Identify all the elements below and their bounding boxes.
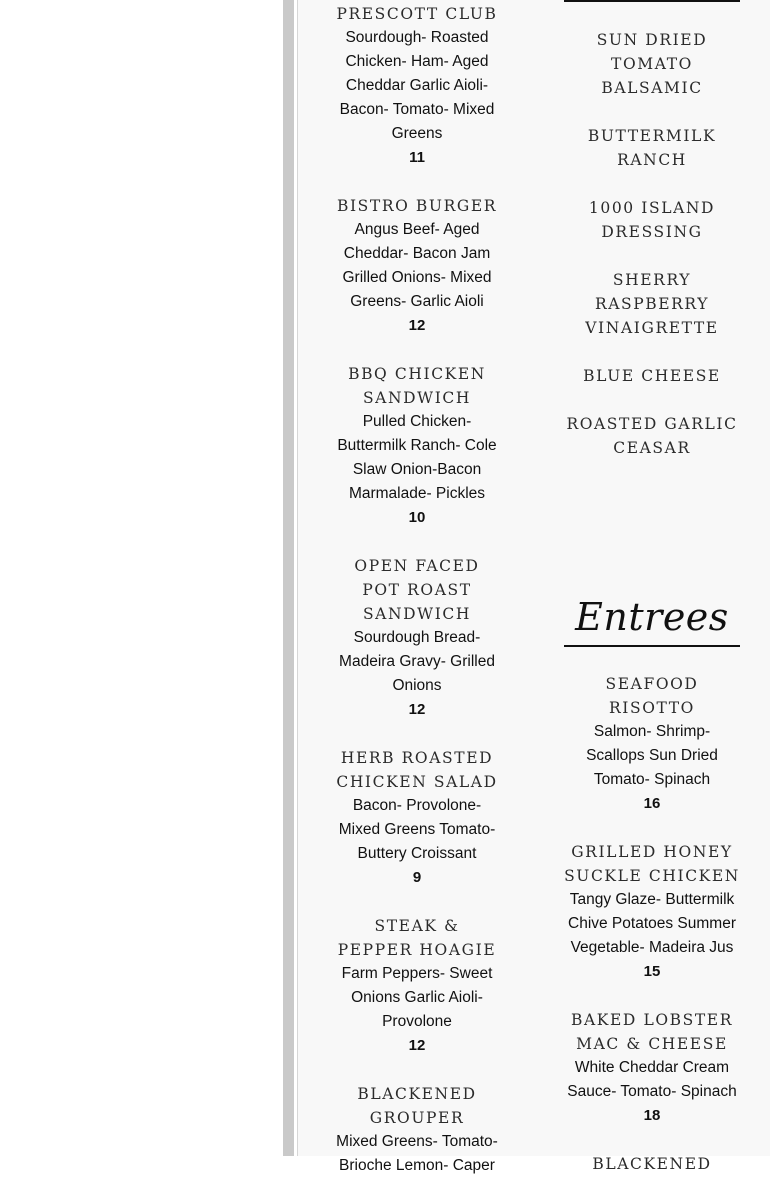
dressing-item: SHERRY RASPBERRY VINAIGRETTE bbox=[585, 271, 719, 337]
item-description: Pulled Chicken- Buttermilk Ranch- Cole Slaw Onion-Bacon Marmalade- Pickles bbox=[337, 413, 497, 502]
menu-item bbox=[564, 840, 740, 984]
item-description: Salmon- Shrimp- Scallops Sun Dried Tomato- Spinach bbox=[586, 723, 718, 788]
item-description: Mixed Greens- Tomato- Brioche Lemon- Caper bbox=[336, 1133, 498, 1174]
menu-item bbox=[334, 194, 500, 338]
menu-item bbox=[564, 672, 740, 816]
menu-item bbox=[334, 914, 500, 1058]
item-price: 15 bbox=[643, 963, 661, 980]
item-price: 18 bbox=[643, 1107, 661, 1124]
item-price: 16 bbox=[643, 795, 661, 812]
entrees-list bbox=[564, 672, 740, 1200]
item-name: BAKED LOBSTER MAC & CHEESE bbox=[571, 1011, 733, 1053]
dressing-item: BLUE CHEESE bbox=[583, 367, 721, 385]
item-name: HERB ROASTED CHICKEN SALAD bbox=[336, 749, 498, 791]
menu-item bbox=[334, 1082, 500, 1178]
item-description: White Cheddar Cream Sauce- Tomato- Spinach bbox=[567, 1059, 737, 1100]
item-price: 9 bbox=[412, 869, 422, 886]
item-price: 11 bbox=[409, 149, 425, 166]
item-description: Farm Peppers- Sweet Onions Garlic Aioli- Provolone bbox=[341, 965, 493, 1030]
item-name: SEAFOOD RISOTTO bbox=[605, 675, 699, 717]
item-name: STEAK & PEPPER HOAGIE bbox=[337, 917, 497, 959]
dressing-item: BUTTERMILK RANCH bbox=[587, 127, 717, 169]
item-name: PRESCOTT CLUB bbox=[336, 5, 498, 23]
dressing-item: 1000 ISLAND DRESSING bbox=[588, 199, 716, 241]
dressings-column bbox=[564, 0, 740, 484]
menu-item bbox=[564, 1008, 740, 1128]
item-description: Angus Beef- Aged Cheddar- Bacon Jam Grilled Onions- Mixed Greens- Garlic Aioli bbox=[342, 221, 492, 310]
menu-page bbox=[298, 0, 770, 1174]
entrees-header bbox=[564, 594, 740, 647]
section-divider bbox=[564, 0, 740, 2]
item-name: OPEN FACED POT ROAST SANDWICH bbox=[354, 557, 480, 623]
menu-item bbox=[334, 746, 500, 890]
viewer-page-gutter bbox=[283, 0, 294, 1156]
item-name: BLACKENED bbox=[592, 1155, 712, 1173]
item-name: BISTRO BURGER bbox=[336, 197, 498, 215]
dressing-item: ROASTED GARLIC CEASAR bbox=[566, 415, 738, 457]
dressing-item: SUN DRIED TOMATO BALSAMIC bbox=[596, 31, 708, 97]
menu-item bbox=[334, 2, 500, 170]
section-title: Entrees bbox=[575, 595, 729, 639]
sandwiches-column bbox=[334, 2, 500, 1202]
item-description: Tangy Glaze- Buttermilk Chive Potatoes Summer Vegetable- Madeira Jus bbox=[568, 891, 736, 956]
item-name: GRILLED HONEY SUCKLE CHICKEN bbox=[564, 843, 740, 885]
item-price: 12 bbox=[408, 317, 426, 334]
menu-item bbox=[334, 362, 500, 530]
item-price: 12 bbox=[408, 1037, 426, 1054]
item-description: Sourdough Bread- Madeira Gravy- Grilled Onions bbox=[339, 629, 495, 694]
item-name: BLACKENED GROUPER bbox=[357, 1085, 477, 1127]
item-name: BBQ CHICKEN SANDWICH bbox=[348, 365, 486, 407]
dressings-list bbox=[564, 28, 740, 460]
item-price: 12 bbox=[408, 701, 426, 718]
section-divider bbox=[564, 645, 740, 647]
item-price: 10 bbox=[408, 509, 426, 526]
item-description: Bacon- Provolone- Mixed Greens Tomato- Buttery Croissant bbox=[338, 797, 496, 862]
menu-item bbox=[564, 1152, 740, 1176]
menu-item bbox=[334, 554, 500, 722]
item-description: Sourdough- Roasted Chicken- Ham- Aged Cheddar Garlic Aioli- Bacon- Tomato- Mixed Greens bbox=[339, 29, 495, 142]
